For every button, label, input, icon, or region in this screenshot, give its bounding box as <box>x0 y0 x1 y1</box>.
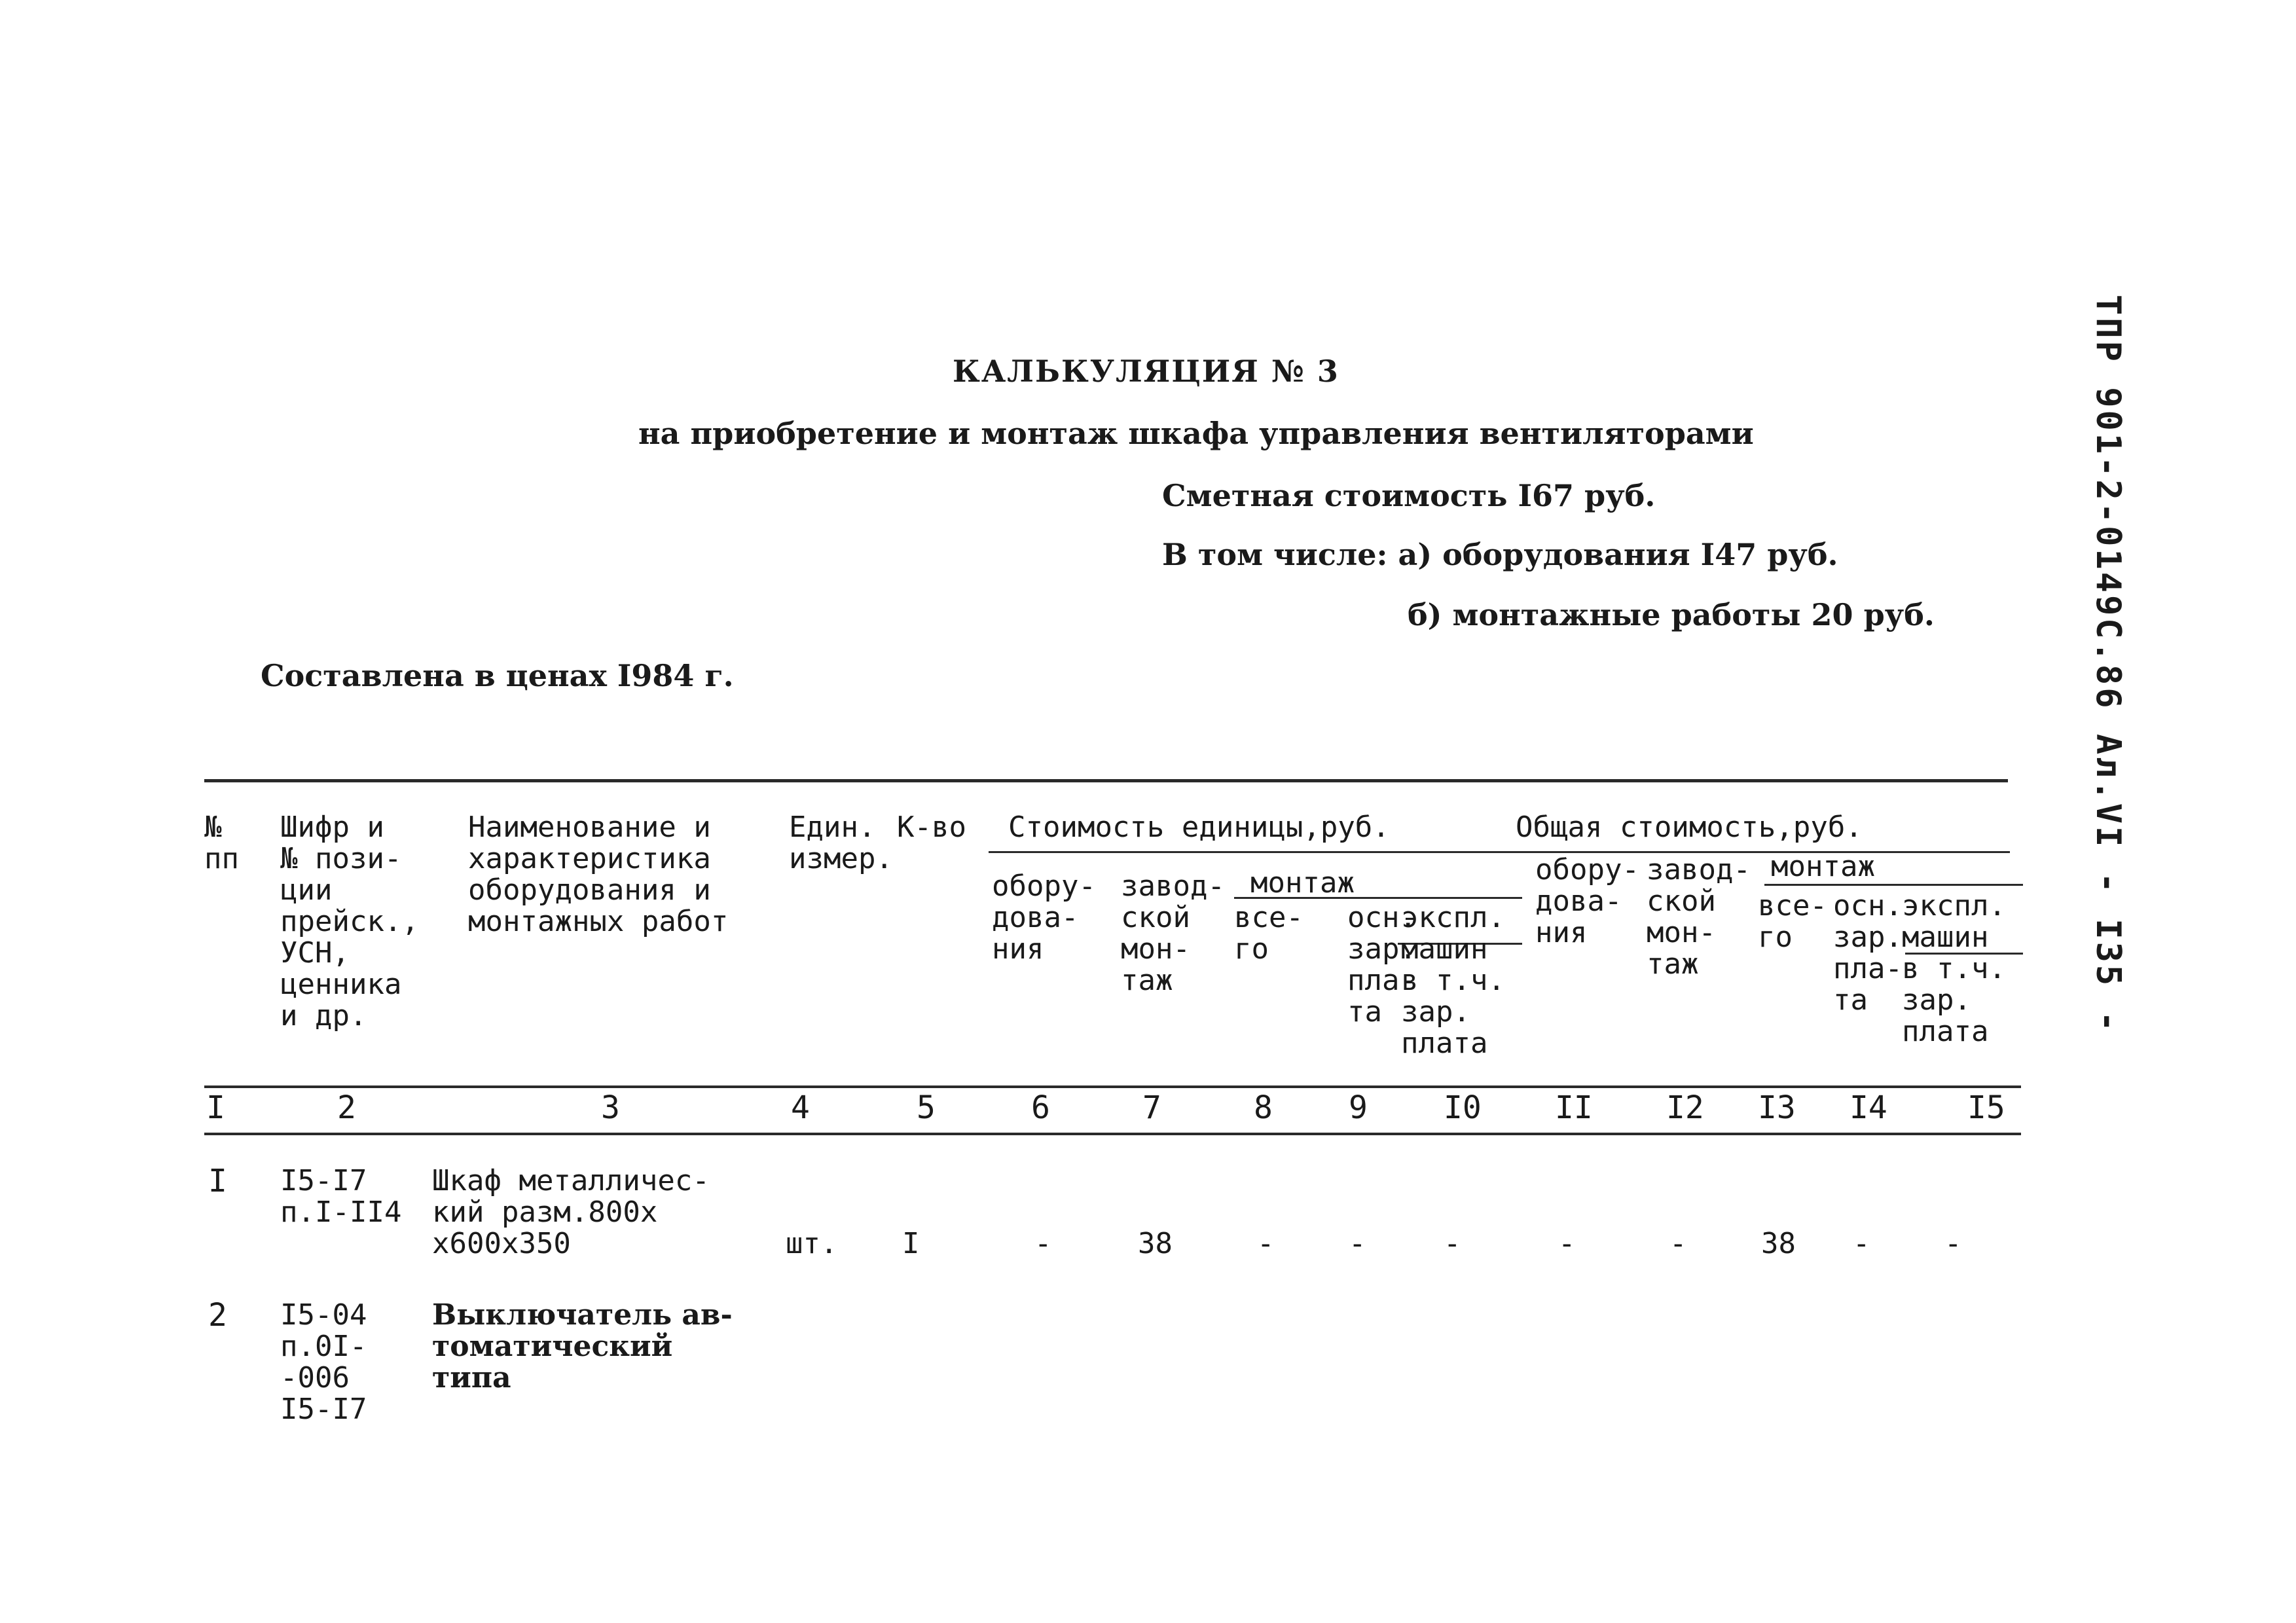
col-header-salary-total: осн. зар. пла- та <box>1833 889 1903 1017</box>
col-header-all: все- го <box>1234 901 1303 966</box>
row-number: 2 <box>208 1297 227 1334</box>
col-number-13: I3 <box>1758 1089 1796 1126</box>
col-header-mount-total: монтаж <box>1771 850 1875 883</box>
col-header-name: Наименование и характеристика оборудования и монтажных работ <box>468 811 729 938</box>
col-header-factory: завод- ской мон- таж <box>1121 869 1225 997</box>
col-header-unit: Един. измер. <box>789 811 893 875</box>
estimate-cost: Сметная стоимость I67 руб. <box>1162 478 1656 513</box>
row-name: Выключатель ав- томатический типа <box>432 1298 733 1395</box>
row-code: I5-I7 п.I-II4 <box>280 1164 402 1229</box>
colnum-bottom-rule <box>204 1133 2021 1135</box>
col-header-code: Шифр и № пози- ции прейск., УСН, ценника и др. <box>280 811 419 1032</box>
document-subtitle: на приобретение и монтаж шкафа управления вентиляторами <box>638 416 1754 451</box>
col-header-equip: обору- дова- ния <box>992 869 1096 966</box>
col-header-equip-total: обору- дова- ния <box>1535 853 1639 949</box>
col-number-6: 6 <box>1031 1089 1050 1126</box>
row-col9: - <box>1349 1227 1366 1260</box>
col-number-4: 4 <box>791 1089 810 1126</box>
col-number-12: I2 <box>1666 1089 1704 1126</box>
col-header-unit-cost: Стоимость единицы,руб. <box>1008 811 1390 844</box>
document-code-side: ТПР 901-2-0149С.86 Ал.VI - I35 - <box>2088 295 2128 1034</box>
row-qty: I <box>902 1227 920 1260</box>
mount-rule-total <box>1764 884 2023 886</box>
col-header-machines-total: экспл. машин в т.ч. зар. плата <box>1902 889 2006 1048</box>
row-col7: 38 <box>1138 1227 1173 1260</box>
row-col15: - <box>1944 1227 1962 1260</box>
row-col14: - <box>1853 1227 1870 1260</box>
col-number-1: I <box>206 1089 225 1126</box>
row-col8: - <box>1257 1227 1275 1260</box>
prices-year: Составлена в ценах I984 г. <box>261 658 734 693</box>
col-header-factory-total: завод- ской мон- таж <box>1647 853 1751 981</box>
col-number-5: 5 <box>917 1089 936 1126</box>
col-number-8: 8 <box>1254 1089 1273 1126</box>
colnum-top-rule <box>204 1085 2021 1088</box>
row-col10: - <box>1444 1227 1461 1260</box>
col-header-total-cost: Общая стоимость,руб. <box>1516 811 1863 844</box>
document-title: КАЛЬКУЛЯЦИЯ № 3 <box>953 354 1339 389</box>
row-name: Шкаф металличес- кий разм.800х х600х350 <box>432 1164 710 1260</box>
row-col11: - <box>1558 1227 1576 1260</box>
col-header-qty: К-во <box>897 811 966 844</box>
col-header-machines: экспл. машин в т.ч. зар. плата <box>1401 901 1505 1060</box>
row-number: I <box>208 1163 227 1199</box>
row-col12: - <box>1669 1227 1687 1260</box>
col-number-14: I4 <box>1850 1089 1887 1126</box>
col-header-number: № пп <box>204 811 239 875</box>
col-number-15: I5 <box>1967 1089 2005 1126</box>
col-number-9: 9 <box>1349 1089 1368 1126</box>
including-mounting: б) монтажные работы 20 руб. <box>1408 597 1935 632</box>
col-number-2: 2 <box>337 1089 356 1126</box>
col-header-all-total: все- го <box>1758 889 1827 954</box>
col-header-mount: монтаж <box>1250 866 1355 900</box>
col-header-salary: осн. зар. пла- та <box>1347 901 1417 1029</box>
table-top-rule <box>204 779 2008 782</box>
col-number-11: II <box>1555 1089 1593 1126</box>
row-col13: 38 <box>1761 1227 1796 1260</box>
row-col6: - <box>1034 1227 1052 1260</box>
col-number-7: 7 <box>1142 1089 1161 1126</box>
col-number-10: I0 <box>1444 1089 1482 1126</box>
row-code: I5-04 п.0I- -006 I5-I7 <box>280 1298 367 1426</box>
col-number-3: 3 <box>601 1089 620 1126</box>
row-unit: шт. <box>786 1227 838 1260</box>
including-equipment: В том числе: а) оборудования I47 руб. <box>1162 537 1838 572</box>
